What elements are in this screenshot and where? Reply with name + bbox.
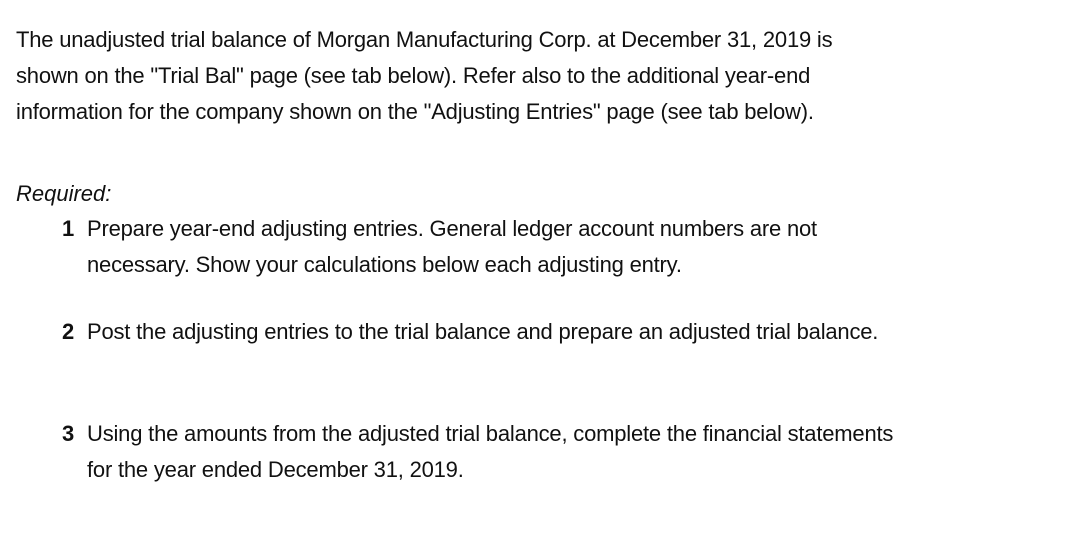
intro-line: shown on the "Trial Bal" page (see tab below). Refer also to the additional year-end <box>16 63 811 88</box>
required-heading: Required: <box>16 181 112 206</box>
item-line: necessary. Show your calculations below each adjusting entry. <box>87 252 682 277</box>
intro-line: The unadjusted trial balance of Morgan Manufacturing Corp. at December 31, 2019 is <box>16 27 833 52</box>
item-number: 3 <box>62 421 75 446</box>
intro-line: information for the company shown on the "Adjusting Entries" page (see tab below). <box>16 99 814 124</box>
item-text <box>87 211 817 283</box>
item-text <box>87 416 893 488</box>
intro-paragraph <box>16 22 1076 130</box>
item-line: for the year ended December 31, 2019. <box>87 457 464 482</box>
item-line: Using the amounts from the adjusted trial balance, complete the financial statements <box>87 421 894 446</box>
item-number: 1 <box>62 216 75 241</box>
item-line: Prepare year-end adjusting entries. General ledger account numbers are not <box>87 216 817 241</box>
item-text <box>87 314 878 350</box>
item-number: 2 <box>62 319 75 344</box>
item-line: Post the adjusting entries to the trial balance and prepare an adjusted trial balance. <box>87 319 879 344</box>
